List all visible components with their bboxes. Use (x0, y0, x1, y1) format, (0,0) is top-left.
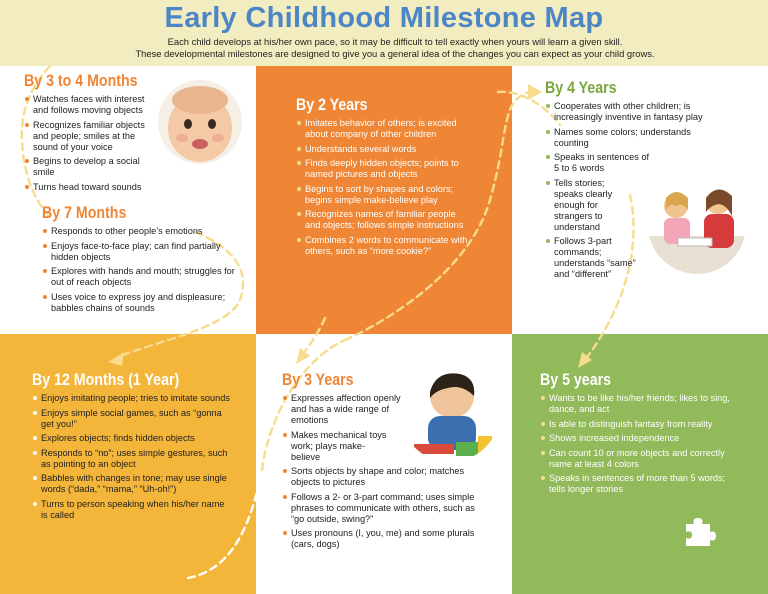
list-item: Responds to other people’s emotions (42, 226, 242, 237)
puzzle-piece-icon (682, 514, 716, 548)
section-7-months (42, 203, 242, 317)
list-item: Enjoys simple social games, such as “gonna get you!” (32, 408, 232, 430)
section-5-years (540, 370, 740, 499)
section-heading: By 2 Years (296, 96, 368, 114)
list-item: Wants to be like his/her friends; likes to sing, dance, and act (540, 393, 740, 415)
list-item: Responds to “no”; uses simple gestures, such as pointing to an object (32, 448, 232, 470)
toddler-photo (400, 362, 500, 462)
list-item: Cooperates with other children; is increasingly inventive in fantasy play (545, 101, 717, 123)
intro-line-1: Each child develops at his/her own pace, so it may be difficult to tell exactly when yours will learn a given skill. (167, 36, 623, 47)
list-item: Names some colors; understands counting (545, 127, 717, 149)
list-item: Shows increased independence (540, 433, 740, 444)
reading-photo (648, 176, 746, 274)
section-heading: By 7 Months (42, 204, 127, 222)
list-item: Makes mechanical toys work; plays make-believe (282, 430, 391, 463)
section-12-months (32, 370, 232, 524)
page-title: Early Childhood Milestone Map (164, 2, 604, 34)
milestone-list (32, 393, 232, 521)
list-item: Begins to develop a social smile (24, 156, 156, 178)
list-item: Babbles with changes in tone; may use single words (“dada,” “mama,” “Uh-oh!”) (32, 473, 232, 495)
section-heading: By 3 Years (282, 371, 354, 389)
list-item: Speaks in sentences of 5 to 6 words (545, 152, 652, 174)
list-item: Speaks in sentences of more than 5 words; tells longer stories (540, 473, 740, 495)
list-item: Is able to distinguish fantasy from reality (540, 419, 740, 430)
section-heading: By 4 Years (545, 79, 617, 97)
list-item: Recognizes names of familiar people and objects; follows simple instructions (296, 209, 468, 231)
section-3-to-4-months (24, 71, 156, 196)
list-item: Sorts objects by shape and color; matches objects to pictures (282, 466, 486, 488)
list-item: Imitates behavior of others; is excited about company of other children (296, 118, 468, 140)
list-item: Uses voice to express joy and displeasure; babbles chains of sounds (42, 292, 242, 314)
intro-text (90, 36, 700, 60)
milestone-list (42, 226, 242, 314)
list-item: Combines 2 words to communicate with others, such as “more cookie?” (296, 235, 468, 257)
list-item: Turns to person speaking when his/her name is called (32, 499, 232, 521)
list-item: Begins to sort by shapes and colors; begins simple make-believe play (296, 184, 468, 206)
list-item: Turns head toward sounds (24, 182, 156, 193)
baby-photo (158, 80, 242, 164)
list-item: Enjoys face-to-face play; can find partially hidden objects (42, 241, 242, 263)
list-item: Uses pronouns (I, you, me) and some plurals (cars, dogs) (282, 528, 486, 550)
list-item: Explores with hands and mouth; struggles for out of reach objects (42, 266, 242, 288)
list-item: Enjoys imitating people; tries to imitate sounds (32, 393, 232, 404)
section-2-years (296, 95, 468, 260)
section-heading: By 5 years (540, 371, 612, 389)
list-item: Tells stories; speaks clearly enough for strangers to understand (545, 178, 616, 233)
list-item: Can count 10 or more objects and correctly name at least 4 colors (540, 448, 740, 470)
milestone-list (24, 94, 156, 193)
list-item: Recognizes familiar objects and people; smiles at the sound of your voice (24, 120, 156, 153)
section-heading: By 3 to 4 Months (24, 72, 138, 90)
list-item: Understands several words (296, 144, 468, 155)
list-item: Expresses affection openly and has a wide range of emotions (282, 393, 401, 426)
milestone-list (540, 393, 740, 495)
list-item: Explores objects; finds hidden objects (32, 433, 232, 444)
section-heading: By 12 Months (1 Year) (32, 371, 180, 389)
intro-line-2: These developmental milestones are designed to give you a general idea of the changes you can expect as your child grows. (135, 48, 655, 59)
list-item: Follows 3-part commands; understands “same” and “different” (545, 236, 646, 280)
list-item: Watches faces with interest and follows moving objects (24, 94, 156, 116)
header-band (0, 0, 768, 66)
list-item: Finds deeply hidden objects; points to named pictures and objects (296, 158, 468, 180)
list-item: Follows a 2- or 3-part command; uses simple phrases to communicate with others, such as “go outside, swing?” (282, 492, 486, 525)
milestone-list (296, 118, 468, 257)
